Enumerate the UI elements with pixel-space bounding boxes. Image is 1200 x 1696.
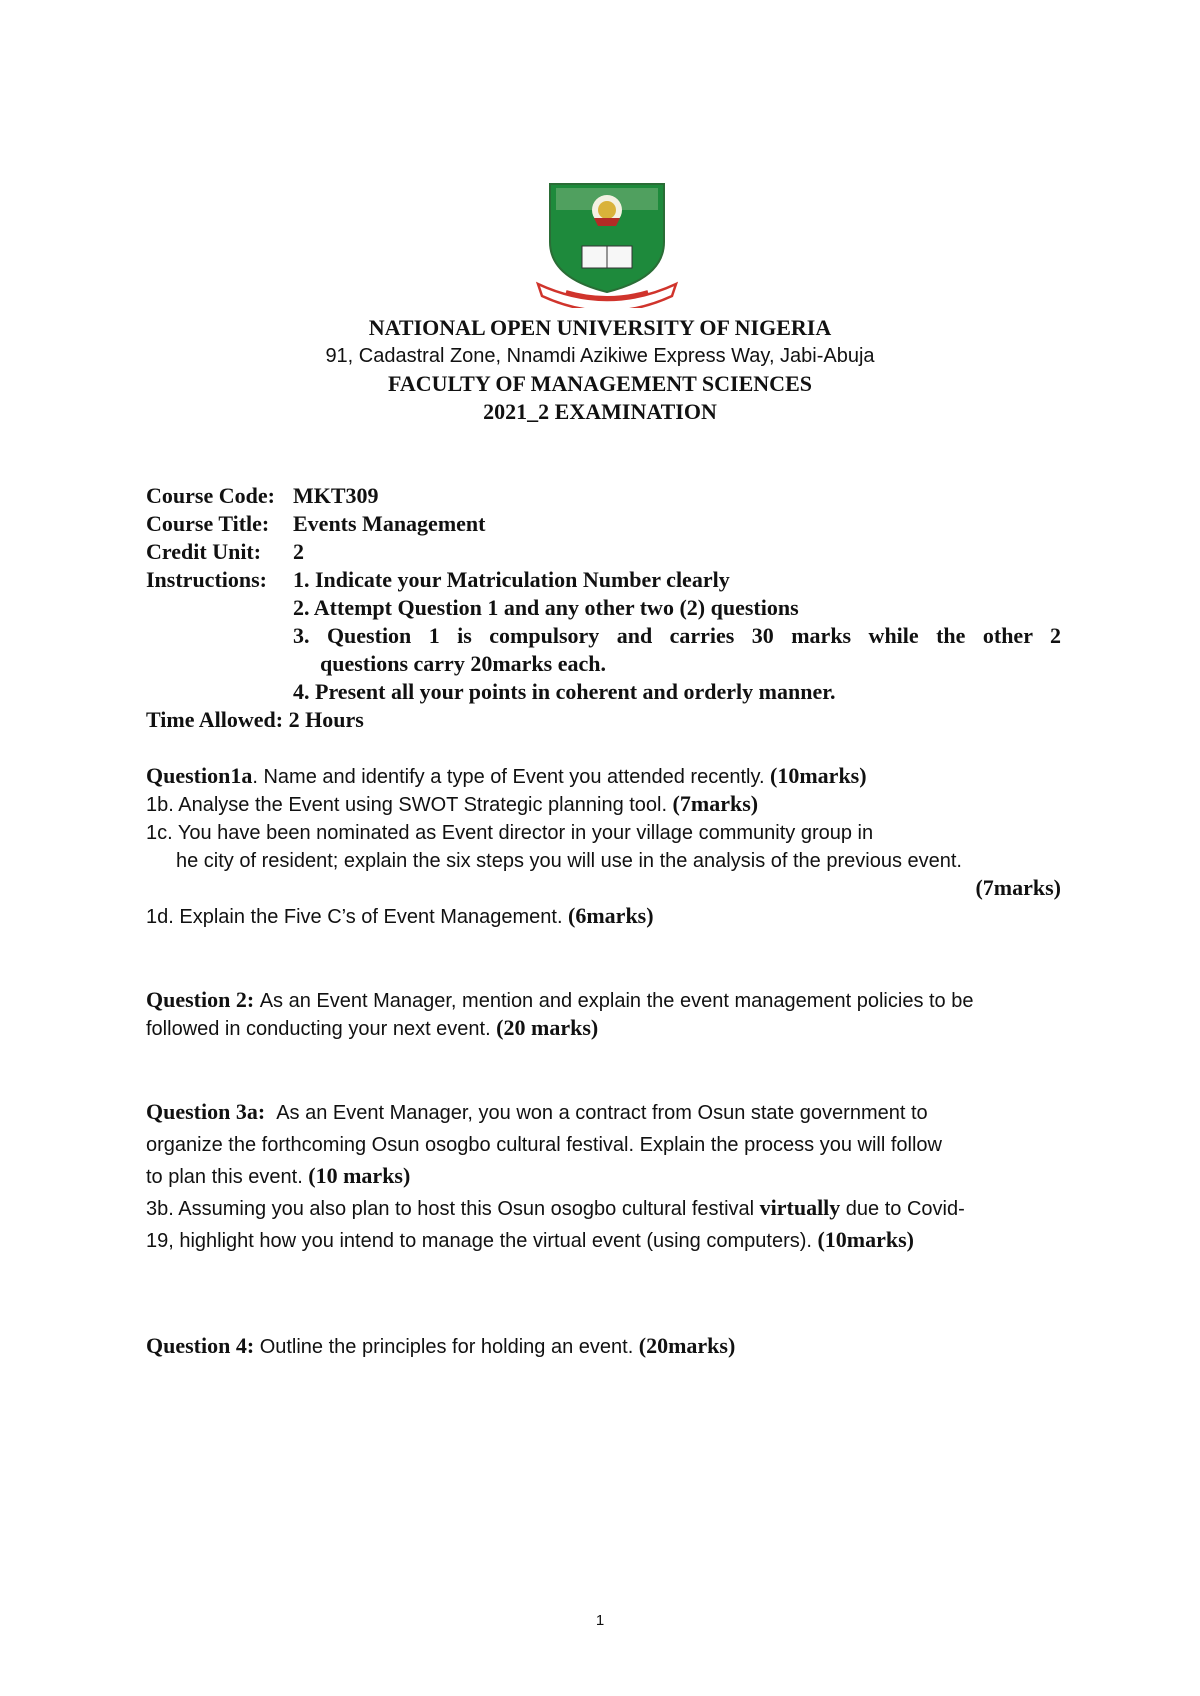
question-2-text: followed in conducting your next event. [146,1018,491,1040]
question-3b-line-2 [146,1226,1061,1255]
faculty-name: FACULTY OF MANAGEMENT SCIENCES [388,371,812,396]
time-allowed: Time Allowed: 2 Hours [146,707,364,732]
question-1a-marks: (10marks) [770,763,867,788]
question-3b-text: due to Covid- [845,1198,965,1220]
question-3a-marks: (10 marks) [308,1163,411,1188]
question-1b [146,790,1061,819]
credit-unit-value: 2 [293,539,304,564]
question-3a-text: organize the forthcoming Osun osogbo cultural festival. Explain the process you will follow [146,1134,942,1156]
question-3b-text: 19, highlight how you intend to manage the virtual event (using computers). [146,1230,812,1252]
question-1b-text: 1b. Analyse the Event using SWOT Strategic planning tool. [146,794,668,816]
question-2-line-2 [146,1014,1061,1043]
course-code-value: MKT309 [293,483,379,508]
course-code-label: Course Code: [146,483,275,508]
question-3b-emphasis: virtually [759,1195,841,1220]
university-name: NATIONAL OPEN UNIVERSITY OF NIGERIA [368,315,832,340]
question-3a-text: As an Event Manager, you won a contract from Osun state government to [276,1102,928,1124]
question-2-label: Question 2: [146,987,255,1012]
question-1b-marks: (7marks) [672,791,759,816]
question-3a-line-3 [146,1162,1061,1191]
instruction-item: 4. Present all your points in coherent and orderly manner. [293,679,836,704]
question-4-label: Question 4: [146,1333,255,1358]
question-1d-marks: (6marks) [568,903,654,928]
question-1c-line-1 [146,818,1061,847]
credit-unit-label: Credit Unit: [146,539,262,564]
page-number: 1 [595,1612,605,1629]
question-1c-text: he city of resident; explain the six steps you will use in the analysis of the previous event. [176,850,962,872]
question-3a-line-2 [146,1130,1061,1159]
question-2-line-1 [146,986,1061,1015]
course-title-value: Events Management [293,511,486,536]
exam-title: 2021_2 EXAMINATION [483,399,717,424]
course-title-label: Course Title: [146,511,270,536]
instruction-item: 3. Question 1 is compulsory and carries 30 marks while the other 2 [293,623,1061,648]
question-3a-line-1 [146,1098,1061,1127]
instruction-item: 1. Indicate your Matriculation Number clearly [293,567,730,592]
question-1a-text: . Name and identify a type of Event you attended recently. [252,766,765,788]
instruction-item-continued: questions carry 20marks each. [320,651,606,676]
question-3a-text: to plan this event. [146,1166,303,1188]
university-address: 91, Cadastral Zone, Nnamdi Azikiwe Express Way, Jabi-Abuja [325,345,875,367]
question-1c-marks: (7marks) [975,875,1061,900]
question-1d [146,902,1061,931]
question-4-marks: (20marks) [638,1333,736,1358]
university-crest-logo [532,180,682,308]
instructions-label: Instructions: [146,567,268,592]
question-2-text: As an Event Manager, mention and explain the event management policies to be [259,990,974,1012]
question-3b-text: 3b. Assuming you also plan to host this Osun osogbo cultural festival [146,1198,755,1220]
question-1d-text: 1d. Explain the Five C’s of Event Management. [146,906,563,928]
question-4-text: Outline the principles for holding an event. [259,1336,634,1358]
question-1c-marks-line [146,874,1061,902]
question-1a-label: Question1a [146,763,253,788]
question-2-marks: (20 marks) [496,1015,599,1040]
question-4 [146,1332,1061,1361]
question-3a-label: Question 3a: [146,1099,266,1124]
question-3b-line-1 [146,1194,1061,1223]
question-1c-text: 1c. You have been nominated as Event director in your village community group in [146,822,874,844]
question-3b-marks: (10marks) [817,1227,914,1252]
question-1a [146,762,1061,791]
instruction-item: 2. Attempt Question 1 and any other two (2) questions [293,595,799,620]
question-1c-line-2 [176,846,1061,875]
